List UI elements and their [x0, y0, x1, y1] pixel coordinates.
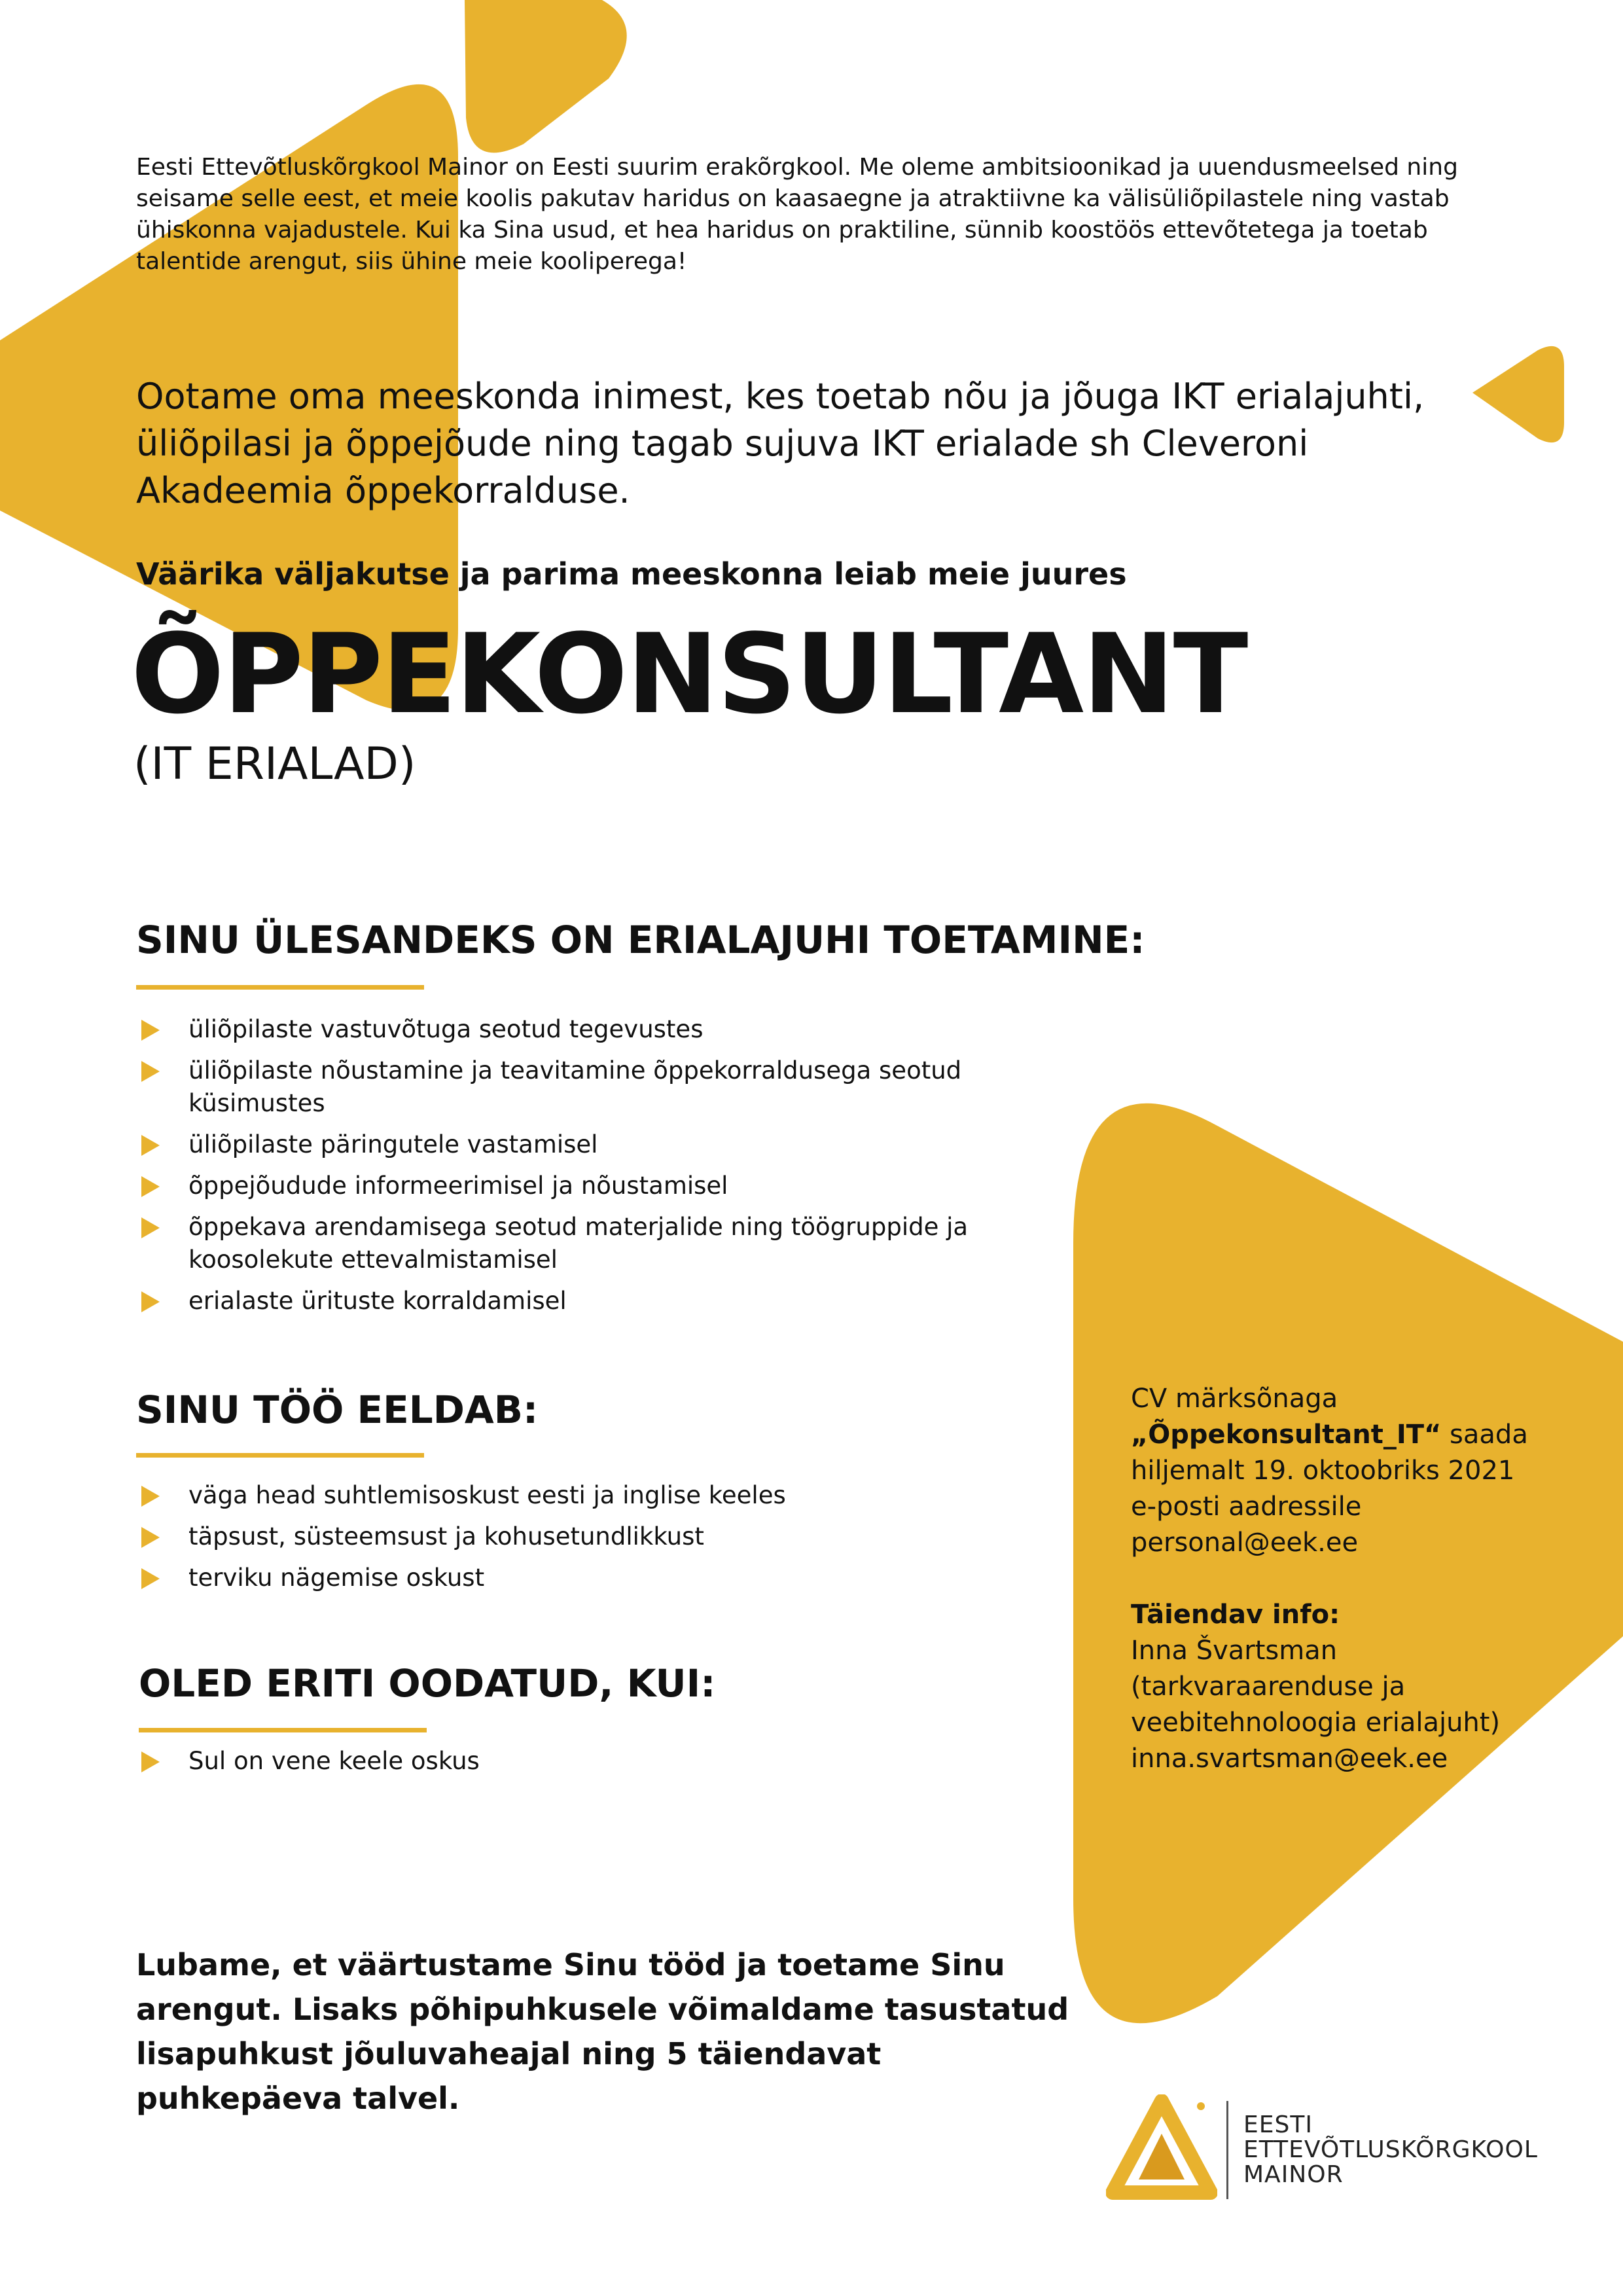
bullet-triangle-icon	[141, 1568, 160, 1589]
requirements-underline	[136, 1453, 424, 1458]
bullet-triangle-icon	[141, 1527, 160, 1548]
tasks-list	[136, 1013, 1052, 1326]
list-item: väga head suhtlemisoskust eesti ja inglise keeles	[136, 1479, 1052, 1512]
logo-line-1: EESTI	[1243, 2111, 1313, 2138]
bullet-triangle-icon	[141, 1291, 160, 1312]
job-subtitle: (IT ERIALAD)	[134, 738, 416, 790]
cv-line-2: saada	[1441, 1420, 1528, 1450]
bullet-triangle-icon	[141, 1217, 160, 1238]
application-info	[1131, 1381, 1550, 1777]
list-item: erialaste ürituste korraldamisel	[136, 1285, 1052, 1318]
bullet-triangle-icon	[141, 1176, 160, 1197]
tasks-heading: SINU ÜLESANDEKS ON ERIALAJUHI TOETAMINE:	[136, 918, 1145, 962]
logo-wordmark	[1243, 2113, 1538, 2187]
welcome-list	[136, 1745, 1052, 1786]
requirements-list	[136, 1479, 1052, 1603]
bullet-triangle-icon	[141, 1135, 160, 1156]
logo-divider	[1226, 2101, 1228, 2199]
top-triangle-shape	[465, 0, 627, 152]
application-email[interactable]: personal@eek.ee	[1131, 1528, 1359, 1558]
bullet-triangle-icon	[141, 1751, 160, 1772]
bullet-triangle-icon	[141, 1020, 160, 1041]
job-title: ÕPPEKONSULTANT	[131, 610, 1247, 738]
list-item: terviku nägemise oskust	[136, 1562, 1052, 1594]
requirements-heading: SINU TÖÖ EELDAB:	[136, 1388, 539, 1432]
list-item: üliõpilaste päringutele vastamisel	[136, 1128, 1052, 1161]
intro-paragraph: Eesti Ettevõtluskõrgkool Mainor on Eesti suurim erakõrgkool. Me oleme ambitsioonikad ja uuendusmeelsed ning seisame selle eest, et meie koolis pakutav haridus on kaasaegne ja atraktiivne ka välisüliõpilastele ning vastab ühiskonna vajadustele. Kui ka Sina usud, et hea haridus on praktiline, sünnib koostöös ettevõtetega ja toetab talentide arengut, siis ühine meie kooliperega!	[136, 154, 1458, 275]
welcome-heading: OLED ERITI OODATUD, KUI:	[139, 1661, 716, 1706]
benefits-paragraph: Lubame, et väärtustame Sinu tööd ja toetame Sinu arengut. Lisaks põhipuhkusele võimaldame tasustatud lisapuhkust jõuluvaheajal ning 5 täiendavat puhkepäeva talvel.	[136, 1947, 1069, 2116]
cv-line-1: CV märksõnaga	[1131, 1384, 1338, 1414]
tasks-underline	[136, 985, 424, 990]
list-item: õppejõudude informeerimisel ja nõustamisel	[136, 1170, 1052, 1202]
logo-line-2: ETTEVÕTLUSKÕRGKOOL	[1243, 2136, 1538, 2163]
contact-name: Inna Švartsman	[1131, 1636, 1338, 1666]
logo-line-3: MAINOR	[1243, 2161, 1344, 2188]
lead-paragraph: Ootame oma meeskonda inimest, kes toetab nõu ja jõuga IKT erialajuhti, üliõpilasi ja õppejõude ning tagab sujuva IKT erialade sh Cleveroni Akadeemia õppekorralduse.	[136, 376, 1425, 511]
tagline: Väärika väljakutse ja parima meeskonna leiab meie juures	[136, 556, 1127, 592]
list-item: üliõpilaste nõustamine ja teavitamine õppekorraldusega seotud küsimustes	[136, 1054, 1052, 1120]
info-heading: Täiendav info:	[1131, 1600, 1340, 1630]
contact-role-1: (tarkvaraarenduse ja	[1131, 1672, 1406, 1702]
list-item: täpsust, süsteemsust ja kohusetundlikkust	[136, 1520, 1052, 1553]
contact-email[interactable]: inna.svartsman@eek.ee	[1131, 1744, 1448, 1774]
list-item: üliõpilaste vastuvõtuga seotud tegevustes	[136, 1013, 1052, 1046]
welcome-underline	[139, 1728, 427, 1732]
deadline-text: hiljemalt 19. oktoobriks 2021	[1131, 1456, 1515, 1486]
list-item: õppekava arendamisega seotud materjalide ning töögruppide ja koosolekute ettevalmistamisel	[136, 1211, 1052, 1276]
cv-keyword: „Õppekonsultant_IT“	[1131, 1420, 1442, 1450]
bullet-triangle-icon	[141, 1486, 160, 1507]
mainor-logo-icon	[1106, 2094, 1217, 2206]
bullet-triangle-icon	[141, 1061, 160, 1082]
list-item: Sul on vene keele oskus	[136, 1745, 1052, 1778]
cv-line-4: e-posti aadressile	[1131, 1492, 1362, 1522]
contact-role-2: veebitehnoloogia erialajuht)	[1131, 1708, 1501, 1738]
